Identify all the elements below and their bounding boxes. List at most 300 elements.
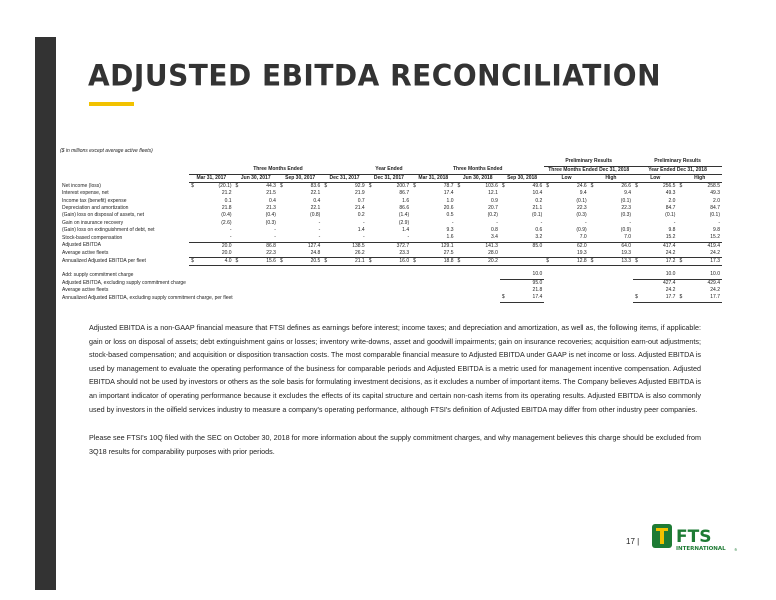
dollar-sign <box>456 234 463 242</box>
dollar-sign <box>544 271 551 279</box>
dollar-sign <box>544 234 551 242</box>
dollar-sign <box>322 212 329 219</box>
dollar-sign <box>589 220 596 227</box>
data-row <box>60 212 722 219</box>
row-label: Net income (loss) <box>62 182 101 189</box>
value-cell: 64.0 <box>621 242 632 249</box>
value-cell <box>329 294 366 302</box>
value-cell: 372.7 <box>396 242 410 249</box>
dollar-sign <box>322 294 329 302</box>
value-cell: 9.3 <box>446 226 454 233</box>
column-header: Mar 31, 2018 <box>411 174 455 182</box>
row-label: Average active fleets <box>62 287 109 294</box>
column-header: Dec 31, 2017 <box>367 174 411 182</box>
value-cell: (0.4) <box>265 212 276 219</box>
dollar-sign <box>544 250 551 258</box>
value-cell: 28.0 <box>463 250 500 258</box>
svg-text:®: ® <box>734 548 738 552</box>
value-cell <box>551 294 588 302</box>
dollar-sign <box>411 279 418 287</box>
value-cell: 22.1 <box>310 190 321 197</box>
value-cell: 258.5 <box>707 183 720 190</box>
value-cell: 9.8 <box>713 226 720 233</box>
page-number: 17 | <box>626 537 640 546</box>
dollar-sign <box>544 220 551 227</box>
value-cell: 256.5 <box>662 183 676 190</box>
value-cell: - <box>285 234 322 242</box>
dollar-sign <box>367 220 374 227</box>
value-cell: 21.1 <box>532 205 543 212</box>
dollar-sign <box>189 242 196 250</box>
header-row-columns <box>60 174 722 182</box>
column-header: Sep 30, 2017 <box>278 174 322 182</box>
dollar-sign <box>633 220 640 227</box>
value-cell: 86.7 <box>399 190 410 197</box>
dollar-sign: $ <box>234 258 241 266</box>
header-blank <box>60 166 189 174</box>
row-label: (Gain) loss on disposal of assets, net <box>62 212 144 219</box>
value-cell: 7.0 <box>596 234 633 242</box>
dollar-sign <box>633 190 640 197</box>
dollar-sign <box>633 242 640 250</box>
value-cell: - <box>229 226 232 233</box>
data-row <box>60 205 722 212</box>
dollar-sign: $ <box>679 183 683 190</box>
dollar-sign: $ <box>235 183 239 190</box>
value-cell: 0.8 <box>490 226 498 233</box>
dollar-sign <box>411 198 418 205</box>
value-cell: 24.2 <box>685 250 722 258</box>
dollar-sign <box>589 212 596 219</box>
value-cell <box>374 294 411 302</box>
value-cell: 49.3 <box>665 190 676 197</box>
value-cell: 23.3 <box>374 250 411 258</box>
value-cell: 10.4 <box>532 190 543 197</box>
value-cell <box>596 279 633 287</box>
dollar-sign: $ <box>501 183 505 190</box>
value-cell <box>329 287 366 294</box>
value-cell: (2.6) <box>221 219 232 226</box>
dollar-sign <box>189 212 196 219</box>
dollar-sign <box>456 227 463 234</box>
value-cell <box>507 250 544 258</box>
value-cell: 129.1 <box>440 242 454 249</box>
value-cell <box>418 287 455 294</box>
dollar-sign <box>411 294 418 302</box>
dollar-sign <box>278 198 285 205</box>
definition-paragraph: Adjusted EBITDA is a non-GAAP financial measure that FTSI defines as earnings before interest; income taxes; and depreciation and amortization, as well as, the following items, if applicable: gain or loss on disposal of assets; debt extinguishment gains or losses; inventory write-downs, asset and goodwill impairments; gain on insurance recoveries; acquisition earn-out adjustments; stock-based compensation; and acquisition or disposition transaction costs. The most comparable financial measure to Adjusted EBITDA under GAAP is net income or loss. Adjusted EBITDA is used by management to evaluate the operating performance of the business for comparable periods and Adjusted EBITDA is a metric used for management incentive compensation. Adjusted EBITDA should not be used by investors or others as the sole basis for formulating investment decisions, as it excludes a number of important items. The Company believes Adjusted EBITDA is an important indicator of operating performance because it excludes the effects of its capital structure and certain non-cash items from its operating results. Adjusted EBITDA is also commonly used by investors in the oilfield services industry to measure a company's operating performance, although FTSI's definition of Adjusted EBITDA may differ from other industry peer companies. <box>89 323 701 414</box>
value-cell: - <box>718 219 720 226</box>
value-cell: 49.3 <box>710 190 720 197</box>
value-cell: 22.3 <box>576 205 587 212</box>
value-cell: 78.7 <box>443 183 454 190</box>
value-cell <box>285 294 322 302</box>
supply-charge-note: Please see FTSI's 10Q filed with the SEC on October 30, 2018 for more information about the supply commitment charges, and why management believes this charge should be excluded from 3Q18 results for comparability purposes with prior periods. <box>89 433 701 456</box>
value-cell: 1.6 <box>418 234 455 242</box>
dollar-sign <box>411 190 418 197</box>
dollar-sign <box>189 198 196 205</box>
dollar-sign <box>234 271 241 279</box>
dollar-sign <box>544 205 551 212</box>
dollar-sign <box>278 287 285 294</box>
value-cell <box>463 271 500 279</box>
dollar-sign <box>677 279 684 287</box>
column-header: Low <box>633 174 677 182</box>
value-cell: 17.2 <box>640 258 677 266</box>
dollar-sign <box>677 250 684 258</box>
dollar-sign: $ <box>189 258 196 266</box>
value-cell <box>241 279 278 287</box>
dollar-sign <box>367 242 374 250</box>
header-three-months-2018: Three Months Ended <box>411 166 544 174</box>
dollar-sign <box>677 220 684 227</box>
dollar-sign <box>677 227 684 234</box>
value-cell: 0.4 <box>268 197 276 204</box>
dollar-sign <box>500 227 507 234</box>
dollar-sign <box>411 250 418 258</box>
dollar-sign <box>677 242 684 250</box>
dollar-sign <box>456 198 463 205</box>
value-cell: 12.1 <box>488 190 498 197</box>
value-cell: 27.5 <box>418 250 455 258</box>
value-cell: 95.0 <box>532 279 543 286</box>
dollar-sign <box>589 227 596 234</box>
value-cell: 15.6 <box>241 258 278 266</box>
dollar-sign <box>322 190 329 197</box>
value-cell: (1.4) <box>398 212 410 219</box>
value-cell: 92.9 <box>354 183 365 190</box>
value-cell: 17.3 <box>685 258 722 266</box>
value-cell: 20.7 <box>488 205 498 212</box>
value-cell <box>374 279 411 287</box>
value-cell: 17.4 <box>443 190 454 197</box>
dollar-sign <box>677 271 684 279</box>
dollar-sign <box>633 212 640 219</box>
dollar-sign <box>189 220 196 227</box>
value-cell <box>463 287 500 294</box>
dollar-sign <box>544 198 551 205</box>
value-cell: (20.1) <box>218 183 232 190</box>
dollar-sign <box>589 242 596 250</box>
value-cell: - <box>540 219 543 226</box>
header-three-months-2017: Three Months Ended <box>189 166 367 174</box>
value-cell <box>551 279 588 287</box>
value-cell <box>596 287 633 294</box>
data-row <box>60 234 722 242</box>
dollar-sign <box>589 279 596 287</box>
dollar-sign <box>633 234 640 242</box>
dollar-sign <box>367 271 374 279</box>
dollar-sign: $ <box>589 258 596 266</box>
value-cell: (0.1) <box>620 197 632 204</box>
dollar-sign <box>500 212 507 219</box>
value-cell <box>241 287 278 294</box>
value-cell <box>418 294 455 302</box>
svg-text:FTS: FTS <box>676 527 712 547</box>
value-cell: 10.0 <box>640 271 677 279</box>
row-label: Depreciation and amortization <box>62 205 129 212</box>
dollar-sign <box>189 234 196 242</box>
dollar-sign <box>411 287 418 294</box>
annualized-row <box>60 258 722 266</box>
value-cell <box>285 279 322 287</box>
dollar-sign <box>367 250 374 258</box>
value-cell <box>329 271 366 279</box>
dollar-sign <box>322 227 329 234</box>
value-cell: 19.3 <box>596 250 633 258</box>
value-cell: - <box>241 234 278 242</box>
value-cell <box>596 271 633 279</box>
value-cell: - <box>196 234 233 242</box>
dollar-sign <box>278 205 285 212</box>
dollar-sign <box>189 250 196 258</box>
value-cell: 20.0 <box>196 250 233 258</box>
value-cell <box>507 258 544 266</box>
value-cell: 427.4 <box>662 279 676 286</box>
dollar-sign <box>278 294 285 302</box>
dollar-sign <box>677 287 684 294</box>
dollar-sign <box>544 190 551 197</box>
dollar-sign <box>544 287 551 294</box>
column-header: High <box>589 174 633 182</box>
value-cell: 49.6 <box>532 183 543 190</box>
header-row-mid <box>60 166 722 174</box>
dollar-sign <box>544 242 551 250</box>
dollar-sign <box>633 198 640 205</box>
value-cell: 1.0 <box>446 197 454 204</box>
value-cell <box>241 271 278 279</box>
value-cell: 24.8 <box>285 250 322 258</box>
dollar-sign <box>234 205 241 212</box>
value-cell <box>418 271 455 279</box>
dollar-sign <box>456 190 463 197</box>
value-cell: 2.0 <box>713 197 720 204</box>
dollar-sign <box>500 198 507 205</box>
value-cell: - <box>274 226 276 233</box>
dollar-sign <box>633 205 640 212</box>
value-cell: 21.5 <box>266 190 276 197</box>
dollar-sign <box>677 190 684 197</box>
value-cell: 7.0 <box>551 234 588 242</box>
dollar-sign <box>589 234 596 242</box>
dollar-sign <box>278 242 285 250</box>
header-prelim-y-period: Year Ended Dec 31, 2018 <box>633 166 722 174</box>
data-row <box>60 220 722 227</box>
supply-row <box>60 294 722 302</box>
dollar-sign <box>544 212 551 219</box>
row-label: Interest expense, net <box>62 190 109 197</box>
dollar-sign <box>278 279 285 287</box>
value-cell: 127.4 <box>307 242 321 249</box>
dollar-sign <box>278 220 285 227</box>
value-cell: 15.2 <box>685 234 722 242</box>
dollar-sign <box>234 212 241 219</box>
row-label: Add: supply commitment charge <box>62 271 134 278</box>
value-cell: - <box>629 219 632 226</box>
average-fleets-row <box>60 250 722 258</box>
dollar-sign <box>500 271 507 279</box>
dollar-sign <box>189 227 196 234</box>
value-cell <box>463 279 500 287</box>
dollar-sign <box>278 271 285 279</box>
value-cell: - <box>363 219 365 226</box>
dollar-sign: $ <box>677 294 684 302</box>
dollar-sign <box>589 190 596 197</box>
dollar-sign <box>500 242 507 250</box>
dollar-sign: $ <box>279 183 283 190</box>
value-cell: (0.9) <box>576 226 587 233</box>
dollar-sign <box>456 212 463 219</box>
dollar-sign <box>411 242 418 250</box>
value-cell: 138.5 <box>352 242 365 249</box>
dollar-sign <box>456 220 463 227</box>
dollar-sign <box>367 212 374 219</box>
dollar-sign <box>367 279 374 287</box>
dollar-sign: $ <box>635 183 638 190</box>
dollar-sign: $ <box>633 294 640 302</box>
dollar-sign <box>411 212 418 219</box>
header-row-top <box>60 158 722 166</box>
dollar-sign <box>234 227 241 234</box>
dollar-sign <box>456 279 463 287</box>
data-row <box>60 227 722 234</box>
dollar-sign <box>500 250 507 258</box>
value-cell: 0.7 <box>357 197 365 204</box>
dollar-sign <box>367 234 374 242</box>
value-cell: 0.5 <box>446 212 454 219</box>
value-cell: 22.3 <box>241 250 278 258</box>
value-cell: 24.2 <box>710 287 720 294</box>
reconciliation-table <box>60 158 722 302</box>
dollar-sign <box>234 234 241 242</box>
column-header: Jun 30, 2017 <box>234 174 278 182</box>
value-cell: (0.1) <box>709 212 720 219</box>
value-cell: - <box>374 234 411 242</box>
value-cell: 21.2 <box>221 190 232 197</box>
dollar-sign <box>633 250 640 258</box>
dollar-sign <box>677 212 684 219</box>
value-cell: - <box>496 219 498 226</box>
dollar-sign: $ <box>191 183 194 190</box>
value-cell: 21.3 <box>266 205 276 212</box>
value-cell: - <box>318 219 321 226</box>
value-cell: 17.4 <box>507 294 544 302</box>
dollar-sign <box>500 220 507 227</box>
dollar-sign <box>322 287 329 294</box>
value-cell: 4.0 <box>196 258 233 266</box>
dollar-sign <box>411 220 418 227</box>
dollar-sign <box>189 205 196 212</box>
value-cell: 84.7 <box>665 205 676 212</box>
dollar-sign <box>544 294 551 302</box>
row-label: Annualized Adjusted EBITDA per fleet <box>62 258 146 265</box>
dollar-sign <box>500 234 507 242</box>
dollar-sign <box>677 205 684 212</box>
dollar-sign <box>322 198 329 205</box>
value-cell: 13.3 <box>596 258 633 266</box>
dollar-sign <box>278 227 285 234</box>
dollar-sign <box>322 205 329 212</box>
dollar-sign <box>367 190 374 197</box>
value-cell: - <box>673 219 676 226</box>
value-cell: 24.6 <box>576 183 587 190</box>
dollar-sign <box>367 198 374 205</box>
dollar-sign <box>234 250 241 258</box>
value-cell: 20.5 <box>285 258 322 266</box>
value-cell: 62.0 <box>576 242 587 249</box>
value-cell <box>551 271 588 279</box>
value-cell: 21.4 <box>354 205 365 212</box>
header-prelim-q: Preliminary Results <box>544 158 633 166</box>
dollar-sign <box>589 205 596 212</box>
value-cell: 9.4 <box>624 190 632 197</box>
dollar-sign: $ <box>368 183 372 190</box>
supply-row <box>60 279 722 287</box>
value-cell: 9.8 <box>668 226 676 233</box>
dollar-sign <box>589 287 596 294</box>
dollar-sign <box>589 250 596 258</box>
value-cell: - <box>451 219 454 226</box>
value-cell: (0.3) <box>620 212 632 219</box>
value-cell: 18.8 <box>418 258 455 266</box>
dollar-sign <box>456 205 463 212</box>
dollar-sign <box>278 190 285 197</box>
value-cell: 3.2 <box>507 234 544 242</box>
header-prelim-q-period: Three Months Ended Dec 31, 2018 <box>544 166 633 174</box>
dollar-sign <box>367 205 374 212</box>
value-cell <box>551 287 588 294</box>
header-prelim-y: Preliminary Results <box>633 158 722 166</box>
row-label: Adjusted EBITDA, excluding supply commitment charge <box>62 279 186 286</box>
value-cell: 3.4 <box>463 234 500 242</box>
dollar-sign <box>544 227 551 234</box>
title-underline <box>89 102 134 106</box>
page-title: ADJUSTED EBITDA RECONCILIATION <box>88 58 662 93</box>
reconciliation-table-wrap <box>60 148 722 303</box>
value-cell: 9.4 <box>579 190 587 197</box>
dollar-sign <box>189 287 196 294</box>
value-cell: - <box>318 226 321 233</box>
value-cell: 24.2 <box>665 287 676 294</box>
value-cell: 16.0 <box>374 258 411 266</box>
value-cell: 10.0 <box>685 271 722 279</box>
value-cell: (0.1) <box>576 197 587 204</box>
value-cell: 429.4 <box>707 279 720 286</box>
value-cell: 20.6 <box>443 205 454 212</box>
value-cell: 12.8 <box>551 258 588 266</box>
value-cell: 17.7 <box>685 294 722 302</box>
value-cell: 17.7 <box>640 294 677 302</box>
dollar-sign <box>633 271 640 279</box>
value-cell: 24.2 <box>640 250 677 258</box>
header-blank <box>189 158 544 166</box>
value-cell: 20.2 <box>463 258 500 266</box>
supply-row <box>60 287 722 294</box>
data-row <box>60 190 722 197</box>
value-cell: 85.0 <box>532 242 543 249</box>
dollar-sign <box>589 198 596 205</box>
svg-text:INTERNATIONAL: INTERNATIONAL <box>676 546 726 552</box>
row-label: Annualized Adjusted EBITDA, excluding supply commitment charge, per fleet <box>62 294 233 301</box>
value-cell <box>463 294 500 302</box>
fts-logo <box>650 520 740 556</box>
dollar-sign <box>234 279 241 287</box>
data-row <box>60 198 722 205</box>
header-blank <box>60 174 189 182</box>
value-cell <box>196 287 233 294</box>
value-cell: (0.4) <box>221 212 232 219</box>
value-cell: 19.3 <box>551 250 588 258</box>
